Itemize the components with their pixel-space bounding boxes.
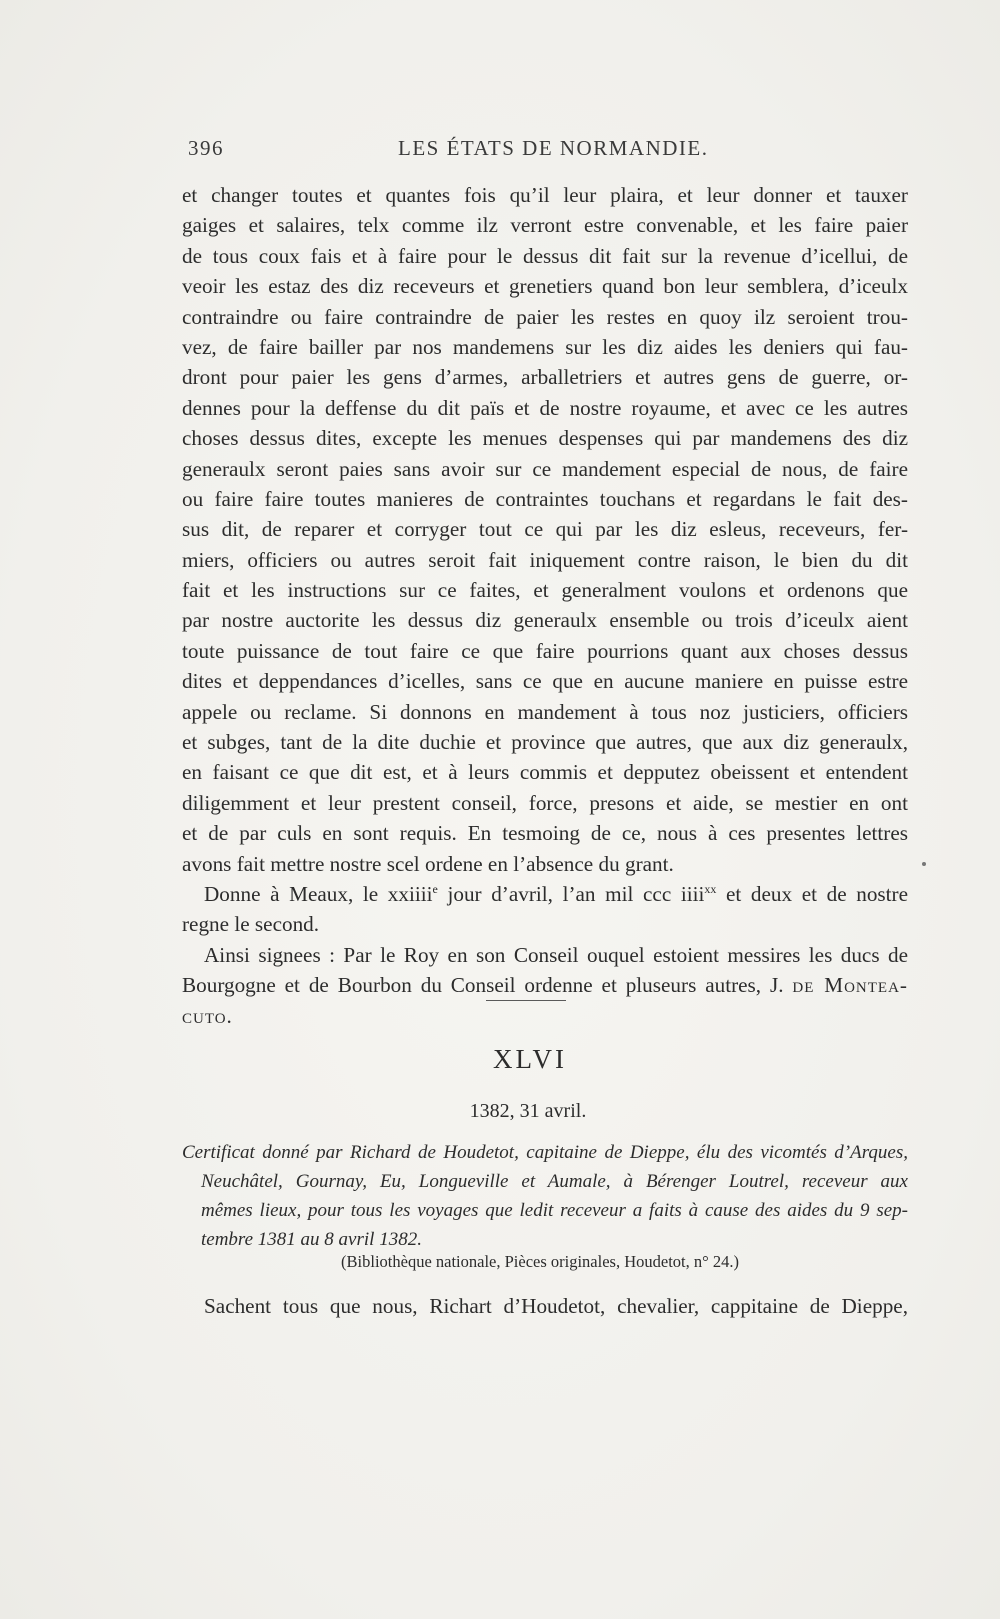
document-summary xyxy=(182,1138,908,1254)
text-line: dront pour paier les gens d’armes, arballetriers et autres gens de guerre, or- xyxy=(182,365,908,390)
source-citation: (Bibliothèque nationale, Pièces originales, Houdetot, n° 24.) xyxy=(341,1252,739,1271)
date-line-before: Donne à Meaux, le xxiiii xyxy=(204,881,433,906)
page-number: 396 xyxy=(188,136,224,160)
text-line: gaiges et salaires, telx comme ilz verront estre convenable, et les faire paier xyxy=(182,213,908,238)
summary-line: Neuchâtel, Gournay, Eu, Longueville et Aumale, à Bérenger Loutrel, receveur aux xyxy=(201,1171,908,1192)
text-line: diligemment et leur prestent conseil, force, presons et aide, se mestier en ont xyxy=(182,790,908,815)
signature-line-2 xyxy=(182,970,908,1000)
text-line: ou faire faire toutes manieres de contraintes touchans et regardans le fait des- xyxy=(182,486,908,511)
text-line: choses dessus dites, excepte les menues despenses qui par mandemens des diz xyxy=(182,426,908,451)
opening-line: Sachent tous que nous, Richart d’Houdetot, chevalier, cappitaine de Dieppe, xyxy=(204,1294,908,1318)
text-line: dennes pour la deffense du dit païs et de nostre royaume, et avec ce les autres xyxy=(182,395,908,420)
text-line: generaulx seront paies sans avoir sur ce mandement especial de nous, de faire xyxy=(182,456,908,481)
date-line-middle: jour d’avril, l’an mil ccc iiii xyxy=(437,881,705,906)
date-line-superscript: e xyxy=(432,881,438,896)
text-line: et subges, tant de la dite duchie et province que autres, que aux diz generaulx, xyxy=(182,730,908,755)
text-line: contraindre ou faire contraindre de paier les restes en quoy ilz seroient trou- xyxy=(182,304,908,329)
signature-name-end: cuto. xyxy=(182,1003,233,1028)
text-line: vez, de faire bailler par nos mandemens sur les diz aides les deniers qui fau- xyxy=(182,334,908,359)
text-line: veoir les estaz des diz receveurs et grenetiers quand bon leur semblera, d’iceulx xyxy=(182,274,908,299)
section-divider xyxy=(486,1000,566,1001)
summary-line: tembre 1381 au 8 avril 1382. xyxy=(201,1229,422,1250)
text-line: fait et les instructions sur ce faites, et generalment voulons et ordenons que xyxy=(182,578,908,603)
text-line: et de par culs en sont requis. En tesmoing de ce, nous à ces presentes lettres xyxy=(182,821,908,846)
text-line: en faisant ce que dit est, et à leurs commis et depputez obeissent et entendent xyxy=(182,760,908,785)
text-line: avons fait mettre nostre scel ordene en l’absence du grant. xyxy=(182,851,674,876)
text-line: miers, officiers ou autres seroit fait iniquement contre raison, le bien du dit xyxy=(182,547,908,572)
text-line: toute puissance de tout faire ce que faire pourrions quant aux choses dessus xyxy=(182,638,908,663)
signature-line-2-text: Bourgogne et de Bourbon du Conseil ordenne et pluseurs autres, J. xyxy=(182,973,793,998)
signature-line-1: Ainsi signees : Par le Roy en son Conseil ouquel estoient messires les ducs de xyxy=(204,942,908,967)
date-line-after: et deux et de nostre xyxy=(716,881,909,906)
ink-speck xyxy=(922,862,926,866)
date-line-end: regne le second. xyxy=(182,912,320,937)
date-line xyxy=(182,879,908,909)
running-head xyxy=(188,136,908,166)
text-line: par nostre auctorite les dessus diz generaulx ensemble ou trois d’iceulx aient xyxy=(182,608,908,633)
running-title: LES ÉTATS DE NORMANDIE. xyxy=(398,136,709,160)
summary-line: mêmes lieux, pour tous les voyages que ledit receveur a faits à cause des aides du 9 sep- xyxy=(201,1200,908,1221)
text-line: et changer toutes et quantes fois qu’il leur plaira, et leur donner et tauxer xyxy=(182,183,908,207)
text-line: de tous coux fais et à faire pour le dessus dit fait sur la revenue d’icellui, de xyxy=(182,243,908,268)
document-date: 1382, 31 avril. xyxy=(469,1100,587,1122)
text-line: sus dit, de reparer et corryger tout ce qui par les diz esleus, receveurs, fer- xyxy=(182,517,908,542)
date-line-superscript-2: xx xyxy=(704,881,717,896)
text-line: appele ou reclame. Si donnons en mandement à tous noz justiciers, officiers xyxy=(182,699,908,724)
signature-name-start: de Montea- xyxy=(792,973,908,998)
body-text xyxy=(182,180,908,1031)
document-number: XLVI xyxy=(492,1044,567,1074)
summary-line: Certificat donné par Richard de Houdetot, capitaine de Dieppe, élu des vicomtés d’Arques, xyxy=(182,1142,908,1163)
text-line: dites et deppendances d’icelles, sans ce que en aucune maniere en puisse estre xyxy=(182,669,908,694)
